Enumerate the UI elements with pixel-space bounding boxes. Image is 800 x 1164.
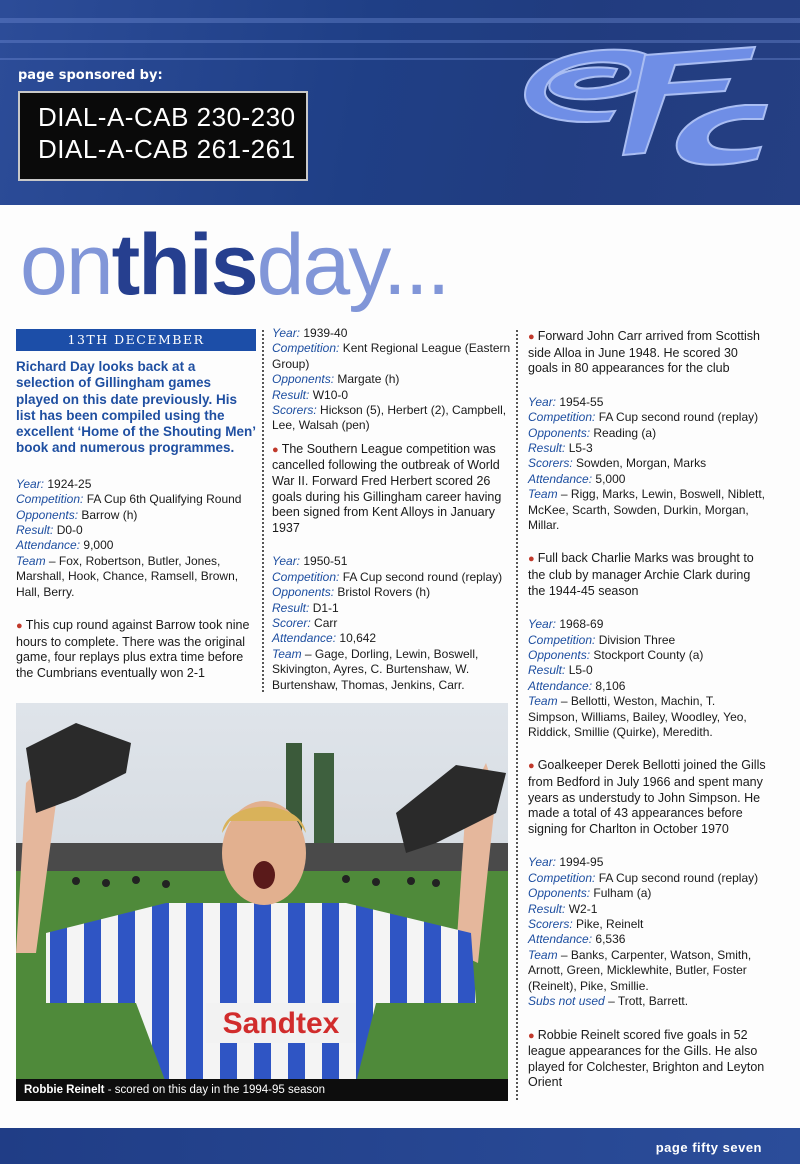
- field-value: 8,106: [592, 678, 626, 693]
- note-text: This cup round against Barrow took nine hours to complete. There was the original game, four replays plus extra time before the Cumbrians eventually won 2-1: [16, 618, 250, 680]
- note-paragraph: [528, 758, 768, 837]
- field-value: W10-0: [309, 387, 349, 402]
- field-value: 9,000: [80, 538, 114, 553]
- field-value: 6,536: [592, 932, 626, 947]
- field-value: 1968-69: [556, 617, 604, 632]
- note-text: Robbie Reinelt scored five goals in 52 league appearances for the Gills. He also played for Colchester, Brighton and Leyton Orient: [528, 1027, 765, 1090]
- field-label: Year:: [16, 476, 45, 491]
- field-label: Team: [272, 646, 302, 661]
- field-label: Opponents:: [528, 648, 591, 663]
- match-entry: [528, 395, 768, 534]
- field-value: W2-1: [565, 901, 598, 916]
- field-value: 5,000: [592, 471, 626, 486]
- field-label: Year:: [272, 326, 301, 340]
- field-value: L5-0: [565, 663, 593, 678]
- field-label: Result:: [528, 441, 566, 455]
- field-label: Opponents:: [16, 507, 79, 522]
- field-value: Margate (h): [334, 372, 400, 387]
- note-text: Goalkeeper Derek Bellotti joined the Gills from Bedford in July 1966 and spent many years as understudy to John Simpson. He made a total of 43 appearances before signing for Charlton in October 1970: [528, 758, 766, 836]
- field-label: Scorer:: [272, 616, 311, 631]
- field-value: 10,642: [336, 631, 377, 646]
- field-value: Carr: [310, 616, 338, 631]
- field-label: Result:: [272, 387, 310, 402]
- field-label: Scorers:: [272, 403, 317, 418]
- page-title: [20, 210, 449, 320]
- photo-caption: [16, 1079, 508, 1101]
- field-value: 1924-25: [44, 476, 92, 491]
- caption-name: Robbie Reinelt: [24, 1084, 105, 1096]
- field-value: L5-3: [565, 441, 593, 455]
- match-entry: [272, 554, 512, 693]
- field-value: Fulham (a): [590, 886, 652, 901]
- field-label: Opponents:: [272, 585, 335, 600]
- field-value: – Rigg, Marks, Lewin, Boswell, Niblett, McKee, Scarth, Sowden, Durkin, Morgan, Millar.: [528, 487, 765, 533]
- field-label: Competition:: [528, 870, 596, 885]
- field-value: Bristol Rovers (h): [334, 585, 431, 600]
- column-3: [528, 329, 768, 1091]
- field-label: Year:: [272, 554, 301, 569]
- field-label: Opponents:: [272, 372, 335, 387]
- field-value: – Trott, Barrett.: [604, 994, 689, 1009]
- note-paragraph: [16, 618, 256, 681]
- shirt-sponsor-text: Sandtex: [222, 1007, 340, 1040]
- field-label: Year:: [528, 394, 557, 409]
- field-value: – Bellotti, Weston, Machin, T. Simpson, Williams, Bailey, Woodley, Yeo, Riddick, Smillie (Quirke), Meredith.: [528, 694, 747, 740]
- note-paragraph: [528, 551, 768, 599]
- column-1: [16, 329, 256, 681]
- bullet-icon: ●: [272, 443, 282, 456]
- field-value: Pike, Reinelt: [572, 917, 644, 932]
- header-stripe: [0, 18, 800, 23]
- date-bar: 13TH DECEMBER: [16, 329, 256, 351]
- field-label: Result:: [16, 523, 54, 537]
- field-value: Kent Regional League (Eastern Group): [272, 341, 511, 371]
- field-value: FA Cup second round (replay): [339, 569, 503, 584]
- field-label: Subs not used: [528, 994, 605, 1009]
- field-value: Sowden, Morgan, Marks: [572, 456, 707, 471]
- bullet-icon: ●: [528, 553, 538, 566]
- sponsor-label: page sponsored by:: [18, 68, 163, 83]
- bullet-icon: ●: [528, 1029, 538, 1042]
- field-label: Team: [16, 553, 46, 568]
- field-label: Attendance:: [272, 631, 337, 646]
- title-part: on: [20, 217, 112, 313]
- match-entry: [272, 326, 512, 434]
- player-photo: [16, 703, 508, 1101]
- field-value: Division Three: [595, 632, 676, 647]
- field-label: Competition:: [272, 341, 340, 356]
- note-text: Forward John Carr arrived from Scottish side Alloa in June 1948. He scored 30 goals in 80 appearances for the club: [528, 329, 760, 376]
- field-label: Competition:: [16, 492, 84, 507]
- field-value: Barrow (h): [78, 507, 138, 522]
- field-label: Competition:: [272, 569, 340, 584]
- field-value: 1994-95: [556, 855, 604, 870]
- field-label: Competition:: [528, 410, 596, 425]
- field-value: D1-1: [309, 600, 339, 615]
- field-value: FA Cup second round (replay): [595, 870, 759, 885]
- bullet-icon: ●: [16, 620, 26, 633]
- field-label: Result:: [528, 663, 566, 678]
- field-value: 1950-51: [300, 554, 348, 569]
- field-value: 1939-40: [300, 326, 348, 340]
- field-label: Year:: [528, 617, 557, 632]
- field-label: Opponents:: [528, 425, 591, 440]
- page-header: [0, 0, 800, 205]
- note-text: Full back Charlie Marks was brought to the club by manager Archie Clark during the 1944-45 season: [528, 551, 754, 598]
- field-label: Attendance:: [528, 471, 593, 486]
- field-label: Competition:: [528, 632, 596, 647]
- column-divider: [262, 330, 264, 692]
- field-value: Reading (a): [590, 425, 657, 440]
- field-value: Hickson (5), Herbert (2), Campbell, Lee, Walsah (pen): [272, 403, 507, 433]
- field-value: – Fox, Robertson, Butler, Jones, Marshall, Hook, Chance, Ramsell, Brown, Hall, Berry.: [16, 553, 239, 599]
- title-part: this: [111, 217, 257, 313]
- note-paragraph: [272, 442, 512, 537]
- field-label: Attendance:: [528, 678, 593, 693]
- field-label: Scorers:: [528, 456, 573, 471]
- match-entry: [16, 477, 256, 600]
- field-label: Team: [528, 947, 558, 962]
- bullet-icon: ●: [528, 331, 538, 343]
- note-text: The Southern League competition was cancelled following the outbreak of World War II. Forward Fred Herbert scored 26 goals during his Gillingham career having been signed from Kent Alloys in January 1937: [272, 441, 502, 535]
- field-label: Team: [528, 694, 558, 709]
- photo-illustration: [16, 703, 508, 1101]
- column-divider: [516, 330, 518, 1100]
- field-label: Team: [528, 487, 558, 502]
- field-label: Attendance:: [528, 932, 593, 947]
- club-logo: [505, 25, 785, 185]
- page-number: page fifty seven: [655, 1140, 762, 1155]
- column-2: [272, 326, 512, 693]
- sponsor-line: DIAL-A-CAB 261-261: [38, 134, 296, 164]
- title-part: day...: [256, 217, 449, 313]
- caption-text: - scored on this day in the 1994-95 season: [104, 1084, 326, 1096]
- field-value: FA Cup second round (replay): [595, 410, 759, 425]
- field-label: Result:: [272, 600, 310, 615]
- sponsor-line: DIAL-A-CAB 230-230: [38, 102, 296, 132]
- page-footer: [0, 1128, 800, 1164]
- field-label: Scorers:: [528, 917, 573, 932]
- sponsor-box: [18, 91, 308, 181]
- bullet-icon: ●: [528, 760, 538, 773]
- field-value: FA Cup 6th Qualifying Round: [83, 492, 242, 507]
- field-label: Opponents:: [528, 886, 591, 901]
- field-value: Stockport County (a): [590, 648, 704, 663]
- field-value: 1954-55: [556, 394, 604, 409]
- field-value: – Banks, Carpenter, Watson, Smith, Arnott, Green, Micklewhite, Butler, Foster (Reinelt), Pike, Smillie.: [528, 947, 752, 993]
- note-paragraph: [528, 329, 768, 377]
- field-label: Result:: [528, 901, 566, 916]
- match-entry: [528, 617, 768, 740]
- note-paragraph: [528, 1028, 768, 1091]
- intro-text: Richard Day looks back at a selection of Gillingham games played on this date previously. His list has been compiled using the excellent ‘Home of the Shouting Men’ book and numerous programmes.: [16, 359, 256, 456]
- field-label: Attendance:: [16, 538, 81, 553]
- match-entry: [528, 855, 768, 1009]
- field-label: Year:: [528, 855, 557, 870]
- field-value: – Gage, Dorling, Lewin, Boswell, Skivington, Ayres, C. Burtenshaw, W. Burtenshaw, Thomas, Jenkins, Carr.: [272, 646, 479, 692]
- field-value: D0-0: [53, 523, 83, 537]
